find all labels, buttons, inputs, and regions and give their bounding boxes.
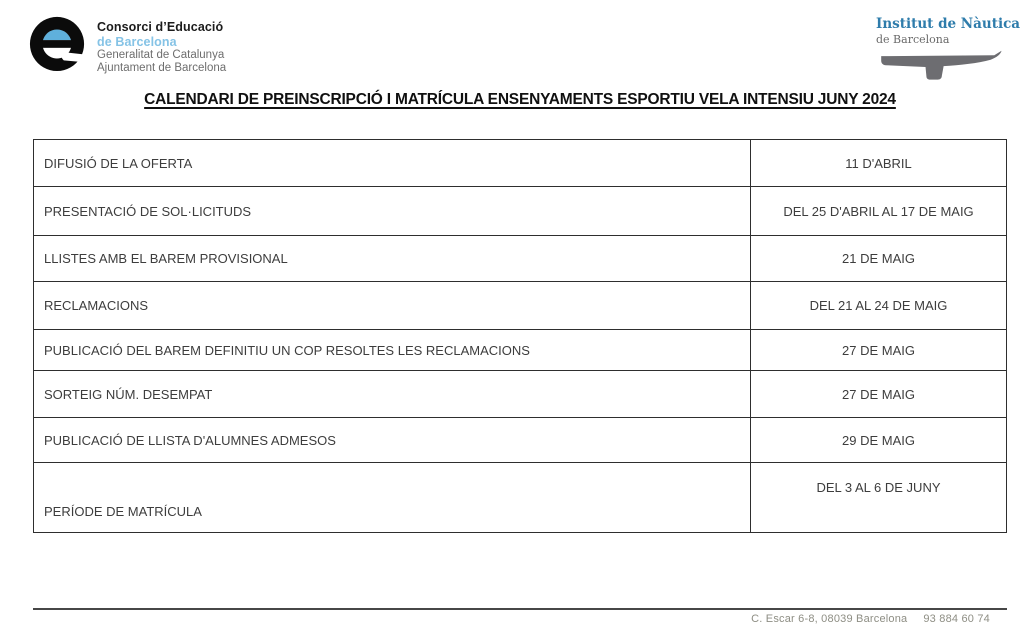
activity-cell: DIFUSIÓ DE LA OFERTA [34,140,751,186]
institut-city: de Barcelona [876,33,950,46]
table-row [34,282,1006,330]
calendar-table [33,139,1007,533]
table-row [34,330,1006,371]
activity-cell: SORTEIG NÚM. DESEMPAT [34,371,751,417]
consorci-logo-text [97,13,226,76]
date-cell: 27 DE MAIG [842,386,915,402]
page-title: CALENDARI DE PREINSCRIPCIÓ I MATRÍCULA ENSENYAMENTS ESPORTIU VELA INTENSIU JUNY 2024 [144,91,896,108]
consorci-educacio-logo [28,13,226,76]
date-cell: 21 DE MAIG [842,251,915,266]
table-row [34,463,1006,532]
footer-address: C. Escar 6-8, 08039 Barcelona [751,613,908,625]
table-row [34,371,1006,418]
date-cell: DEL 25 D'ABRIL AL 17 DE MAIG [783,203,974,219]
institut-name: Institut de Nàutica [876,16,1021,32]
table-row [34,187,1006,236]
date-cell: 27 DE MAIG [842,342,915,358]
ajuntament-line: Ajuntament de Barcelona [97,62,227,75]
table-row [34,418,1006,463]
table-row [34,236,1006,282]
consorci-name: Consorci d’Educació [97,20,224,34]
activity-cell: PRESENTACIÓ DE SOL·LICITUDS [34,187,751,235]
footer-contact [33,613,990,625]
consorci-e-icon [28,13,86,73]
date-cell: DEL 3 AL 6 DE JUNY [816,480,941,495]
consorci-city: de Barcelona [97,34,177,49]
activity-cell: RECLAMACIONS [34,282,751,329]
institut-nautica-logo [876,16,1021,86]
activity-cell: PUBLICACIÓ DEL BAREM DEFINITIU UN COP RESOLTES LES RECLAMACIONS [34,330,751,370]
boat-hull-icon [876,48,1004,86]
date-cell: DEL 21 AL 24 DE MAIG [809,298,948,313]
generalitat-line: Generalitat de Catalunya [97,49,225,61]
date-cell: 11 D'ABRIL [845,155,912,171]
activity-cell: PERÍODE DE MATRÍCULA [34,463,751,532]
footer-divider [33,608,1007,610]
activity-cell: PUBLICACIÓ DE LLISTA D'ALUMNES ADMESOS [34,418,751,462]
activity-cell: LLISTES AMB EL BAREM PROVISIONAL [34,236,751,281]
table-row [34,140,1006,187]
date-cell: 29 DE MAIG [842,432,915,448]
footer-phone: 93 884 60 74 [923,613,990,625]
